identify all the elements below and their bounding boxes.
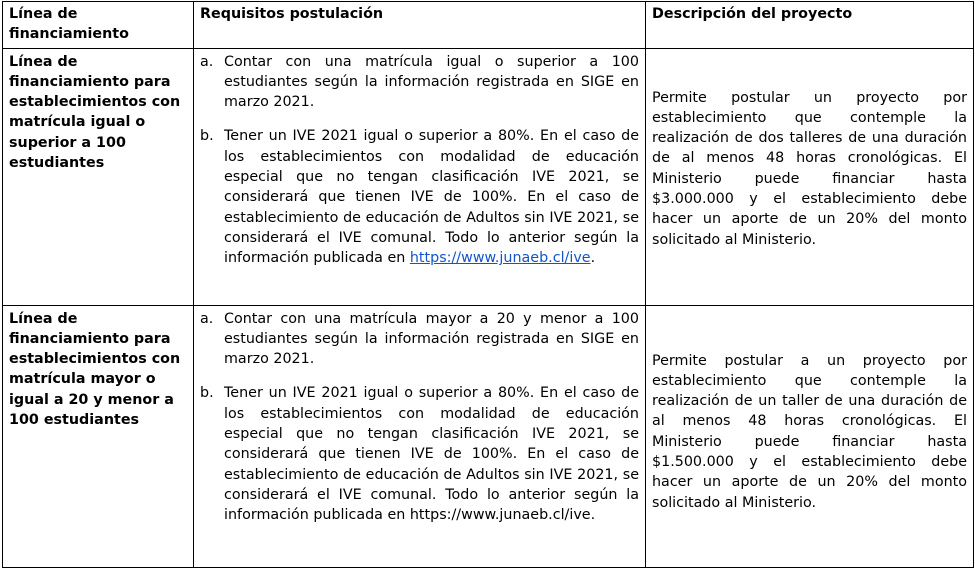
requirements-list (200, 309, 639, 526)
requirement-item (200, 309, 639, 370)
table-header-row (3, 2, 974, 49)
requirement-item (200, 383, 639, 525)
financing-table (2, 1, 974, 568)
header-descripcion: Descripción del proyecto (646, 2, 974, 49)
header-linea: Línea de financiamiento (3, 2, 194, 49)
project-description: Permite postular a un proyecto por establecimiento que contemple la realización de un taller de una duración de al menos 48 horas cronológicas. El Ministerio puede financiar hasta $1.500.000 y el establecimiento debe hacer un aporte de un 20% del monto solicitado al Ministerio. (652, 352, 967, 511)
requirement-text: Contar con una matrícula igual o superior a 100 estudiantes según la información registrada en SIGE en marzo 2021. (224, 53, 639, 111)
header-requisitos: Requisitos postulación (194, 2, 646, 49)
requirement-text: Tener un IVE 2021 igual o superior a 80%. En el caso de los establecimientos con modalidad de educación especial que no tengan clasificación IVE 2021, se considerará que tienen IVE de 100%. En el caso de establecimiento de educación de Adultos sin IVE 2021, se considerará el IVE comunal. Todo lo anterior según la información publicada en https://www.junaeb.cl/ive. (224, 385, 639, 524)
row2-requisitos (194, 305, 646, 567)
requirement-item (200, 126, 639, 268)
table-row (3, 48, 974, 305)
list-marker: a. (200, 53, 214, 70)
requirement-text-end: . (590, 250, 596, 267)
requirement-text: Contar con una matrícula mayor a 20 y menor a 100 estudiantes según la información registrada en SIGE en marzo 2021. (224, 310, 639, 368)
row1-linea: Línea de financiamiento para establecimientos con matrícula igual o superior a 100 estudiantes (3, 48, 194, 305)
table-row (3, 305, 974, 567)
row2-linea: Línea de financiamiento para establecimientos con matrícula mayor o igual a 20 y menor a 100 estudiantes (3, 305, 194, 567)
requirement-text: Tener un IVE 2021 igual o superior a 80%. En el caso de los establecimientos con modalidad de educación especial que no tengan clasificación IVE 2021, se considerará que tienen IVE de 100%. En el caso de establecimiento de educación de Adultos sin IVE 2021, se considerará el IVE comunal. Todo lo anterior según la información publicada en (224, 128, 639, 267)
row2-descripcion (646, 305, 974, 567)
requirements-list (200, 52, 639, 269)
list-marker: a. (200, 310, 214, 327)
requirement-text-with-link (224, 126, 639, 268)
list-marker: b. (200, 128, 214, 145)
row1-descripcion (646, 48, 974, 305)
junaeb-ive-link[interactable]: https://www.junaeb.cl/ive (409, 250, 591, 267)
list-marker: b. (200, 385, 214, 402)
requirement-item (200, 52, 639, 113)
row1-requisitos (194, 48, 646, 305)
project-description: Permite postular un proyecto por establecimiento que contemple la realización de dos talleres de una duración de al menos 48 horas cronológicas. El Ministerio puede financiar hasta $3.000.000 y el establecimiento debe hacer un aporte de un 20% del monto solicitado al Ministerio. (652, 89, 967, 248)
